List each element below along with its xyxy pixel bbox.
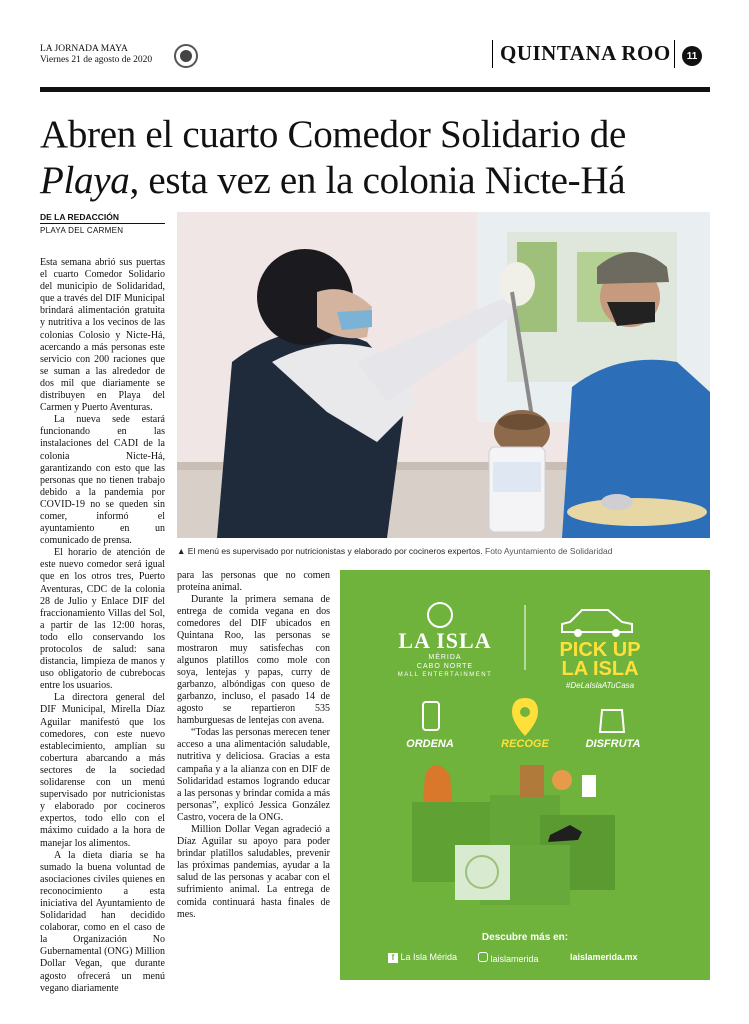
headline-italic: Playa (40, 159, 130, 202)
headline-line2: , esta vez en la colonia Nicte-Há (129, 159, 626, 202)
paragraph: Durante la primera semana de entrega de comida vegana en dos comedores del DIF ubicados en Quintana Roo, las personas se mostraron muy satisfechas con algunos platillos como mole con soya, lentejas y papas, curry de garbanzo, albóndigas con queso de garbanzo, incluso, el pasado 14 de agosto se repartieron 535 hamburguesas de lentejas con avena. (177, 594, 330, 727)
article-photo (177, 212, 710, 538)
ad-step-recoge: RECOGE (501, 738, 549, 750)
page-number: 11 (682, 46, 702, 66)
paragraph: La directora general del DIF Municipal, Mirella Díaz Aguilar manifestó que los comedores, con este nuevo establecimiento, amplían su cobertura abarcando a más sectores de la sociedad solidarense con un menú supervisado por nutricionistas y elaborado por cocineros expertos, todo ello con el máximo cuidado a la hora de manejar los alimentos. (40, 692, 165, 849)
ad-step-disfruta: DISFRUTA (585, 738, 641, 750)
headline (40, 112, 710, 204)
facebook-icon: f (388, 953, 398, 963)
ad-facebook[interactable] (388, 952, 478, 963)
ad-brand-sub2: CABO NORTE (416, 663, 474, 670)
ad-brand-tag: MALL ENTERTAINMENT (397, 672, 493, 678)
byline-place: PLAYA DEL CARMEN (40, 226, 124, 235)
ad-facebook-label: La Isla Mérida (400, 952, 458, 962)
ad-discover: Descubre más en: (481, 932, 569, 943)
article-column-2 (177, 570, 330, 921)
newspaper-logo-icon (174, 44, 198, 68)
ad-hashtag: #DeLaIslaATuCasa (565, 681, 635, 690)
caption-text: El menú es supervisado por nutricionistas y elaborado por cocineros expertos. (187, 546, 483, 556)
byline-author: DE LA REDACCIÓN (40, 212, 165, 224)
paragraph: Million Dollar Vegan agradeció a Díaz Aguilar su apoyo para poder brindar platillos saludables, prevenir las próximas pandemias, ayudar a la salud de las personas y acabar con el sufrimiento animal. La entrega de comida continuará hasta finales de mes. (177, 823, 330, 920)
article-column-1 (40, 257, 165, 995)
ad-instagram-label: laislamerida (490, 954, 539, 964)
paragraph: Esta semana abrió sus puertas el cuarto Comedor Solidario del municipio de Solidaridad, que a través del DIF Municipal brindará alimentación gratuita y nutritiva a los vecinos de las colonias Colosio y Nicte-Há, acercando a más personas este servicio con 200 raciones que se suman a las alrededor de dos mil que diariamente se distribuyen en Playa del Carmen y Puerto Aventuras. (40, 257, 165, 414)
headline-line1: Abren el cuarto Comedor Solidario de (40, 113, 626, 156)
header-divider (674, 40, 675, 68)
paragraph: El horario de atención de este nuevo comedor será igual que en los otros tres, Puerto Aventuras, CDC de la colonia 28 de Julio y Enlace DIF del fraccionamiento Villas del Sol, a partir de las 12:00 horas, todo ello conservando los protocolos de salud: sana distancia, limpieza de manos y uso obligatorio de cubrebocas entre los usuarios. (40, 547, 165, 692)
byline (40, 212, 165, 235)
header-divider (492, 40, 493, 68)
ad-brand: LA ISLA (398, 628, 492, 653)
header-rule (40, 87, 710, 92)
ad-instagram[interactable] (478, 952, 568, 964)
paragraph: para las personas que no comen proteína animal. (177, 570, 330, 594)
caption-credit: Foto Ayuntamiento de Solidaridad (485, 546, 613, 556)
ad-pickup-line2: LA ISLA (561, 658, 639, 680)
ad-website[interactable]: laislamerida.mx (570, 952, 638, 962)
instagram-icon (478, 952, 488, 962)
ad-brand-sub: MÉRIDA (428, 654, 462, 661)
paragraph: A la dieta diaria se ha sumado la buena voluntad de asociaciones civiles quienes en reconocimiento a esta iniciativa del Ayuntamiento de Solidaridad han decidido colaborar, como en el caso de la Organización No Gubernamental (ONG) Million Dollar Vegan, que durante agosto ofrecerá un menú vegano diariamente (40, 849, 165, 994)
advertisement[interactable] (340, 570, 710, 980)
masthead (40, 44, 152, 66)
issue-date: Viernes 21 de agosto de 2020 (40, 55, 153, 65)
paragraph: La nueva sede estará funcionando en las instalaciones del CADI de la colonia Nicte-Há, garantizando con esto que las personas que no tienen trabajo debido a la pandemia por COVID-19 no se queden sin comer, informó el ayuntamiento en un comunicado de prensa. (40, 414, 165, 547)
ad-pickup-line1: PICK UP (559, 639, 641, 661)
photo-illustration (177, 212, 710, 538)
newspaper-name: LA JORNADA MAYA (40, 44, 128, 54)
photo-caption (177, 546, 710, 556)
section-title: QUINTANA ROO (500, 41, 671, 65)
paragraph: “Todas las personas merecen tener acceso a una alimentación saludable, nutritiva y deliciosa. Gracias a esta campaña y a la alianza con en DIF de Solidaridad estamos logrando educar a las personas y brindar comida a más personas”, explicó Jessica González Castro, vocera de la ONG. (177, 727, 330, 823)
caption-marker-icon: ▲ (177, 546, 186, 556)
ad-step-ordena: ORDENA (406, 738, 454, 750)
